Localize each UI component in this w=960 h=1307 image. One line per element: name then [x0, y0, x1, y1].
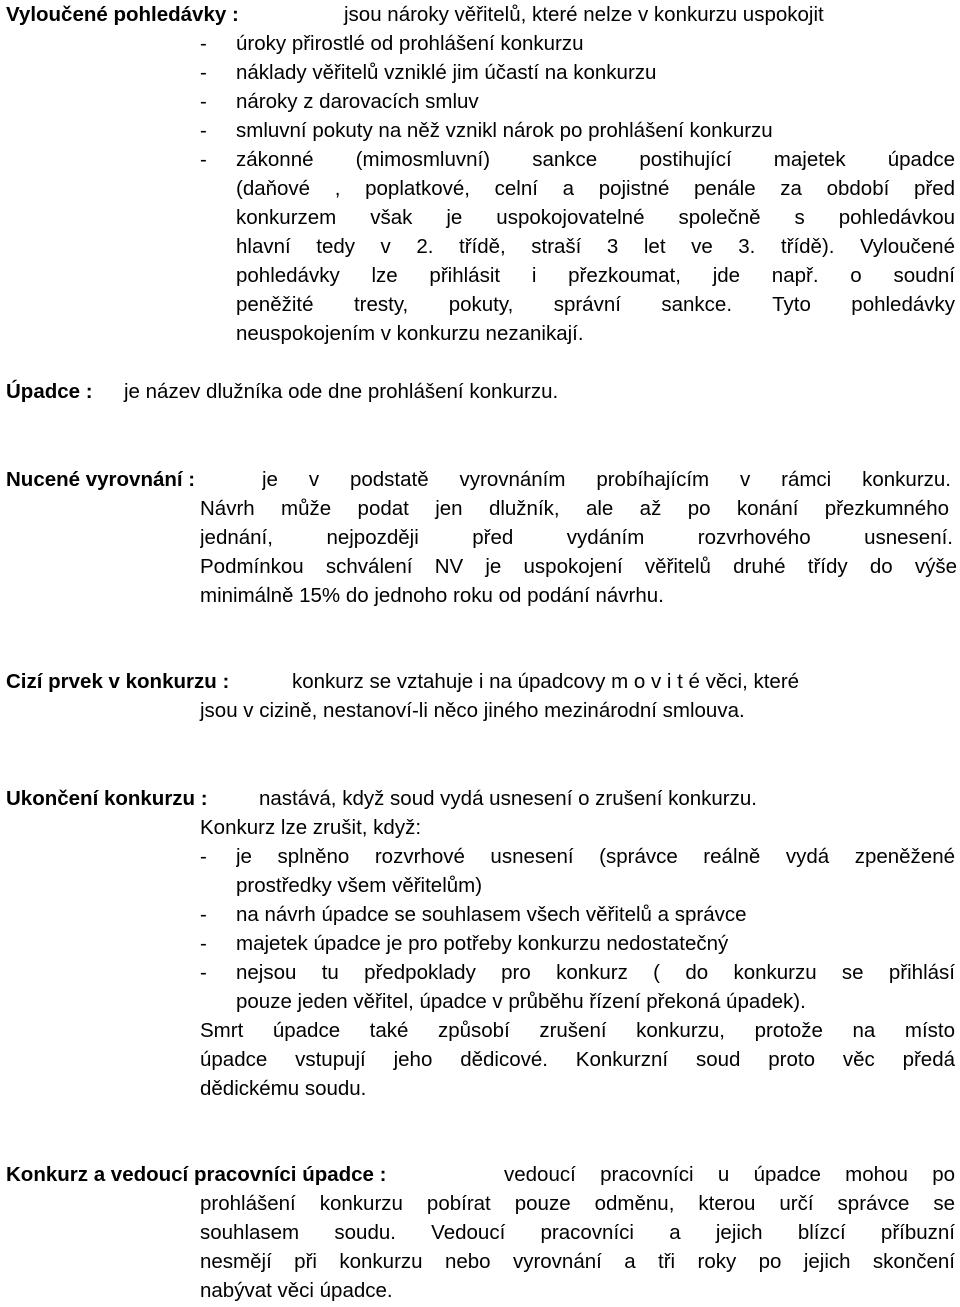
list-intro: Konkurz lze zrušit, když: — [200, 816, 422, 839]
definition-line: souhlasem soudu. Vedoucí pracovníci a jejich blízcí příbuzní — [200, 1221, 955, 1244]
list-item-text: úroky přirostlé od prohlášení konkurzu — [236, 32, 584, 55]
list-item-text: smluvní pokuty na něž vznikl nárok po prohlášení konkurzu — [236, 119, 773, 142]
dash: - — [200, 932, 207, 955]
definition-line: prohlášení konkurzu pobírat pouze odměnu, kterou určí správce se — [200, 1192, 955, 1215]
list-item-text: na návrh úpadce se souhlasem všech věřitelů a správce — [236, 903, 747, 926]
list-item-text: zákonné (mimosmluvní) sankce postihující majetek úpadce — [236, 148, 955, 171]
definition-upadce: je název dlužníka ode dne prohlášení konkurzu. — [124, 380, 559, 403]
definition-line: minimálně 15% do jednoho roku od podání návrhu. — [200, 584, 664, 607]
list-item-text: (daňové , poplatkové, celní a pojistné penále za období před — [236, 177, 955, 200]
dash: - — [200, 61, 207, 84]
dash: - — [200, 961, 207, 984]
definition-line: Návrh může podat jen dlužník, ale až po konání přezkumného — [200, 497, 949, 520]
definition-ukonceni-konkurzu: nastává, když soud vydá usnesení o zrušení konkurzu. — [259, 787, 757, 810]
definition-line: je v podstatě vyrovnáním probíhajícím v rámci konkurzu. — [262, 468, 951, 491]
list-item-text: neuspokojením v konkurzu nezanikají. — [236, 322, 584, 345]
list-item-text: prostředky všem věřitelům) — [236, 874, 483, 897]
term-ukonceni-konkurzu: Ukončení konkurzu : — [6, 787, 208, 810]
dash: - — [200, 845, 207, 868]
list-item-text: majetek úpadce je pro potřeby konkurzu nedostatečný — [236, 932, 729, 955]
list-item-text: je splněno rozvrhové usnesení (správce reálně vydá zpeněžené — [236, 845, 955, 868]
definition-line: jsou v cizině, nestanoví-li něco jiného mezinárodní smlouva. — [200, 699, 745, 722]
list-item-text: nejsou tu předpoklady pro konkurz ( do konkurzu se přihlásí — [236, 961, 955, 984]
definition-line: konkurz se vztahuje i na úpadcovy m o v i t é věci, které — [292, 670, 800, 693]
list-item-text: konkurzem však je uspokojovatelné společně s pohledávkou — [236, 206, 955, 229]
dash: - — [200, 148, 207, 171]
closing-line: úpadce vstupují jeho dědicové. Konkurzní soud proto věc předá — [200, 1048, 955, 1071]
dash: - — [200, 903, 207, 926]
closing-line: dědickému soudu. — [200, 1077, 367, 1100]
definition-line: Podmínkou schválení NV je uspokojení věřitelů druhé třídy do výše — [200, 555, 957, 578]
list-item-text: hlavní tedy v 2. třídě, straší 3 let ve 3. třídě). Vyloučené — [236, 235, 955, 258]
dash: - — [200, 119, 207, 142]
list-item-text: pouze jeden věřitel, úpadce v průběhu řízení překoná úpadek). — [236, 990, 806, 1013]
list-item-text: nároky z darovacích smluv — [236, 90, 479, 113]
list-item-text: náklady věřitelů vzniklé jim účastí na konkurzu — [236, 61, 657, 84]
term-nucene-vyrovnani: Nucené vyrovnání : — [6, 468, 196, 491]
dash: - — [200, 32, 207, 55]
dash: - — [200, 90, 207, 113]
definition-vyloucene-pohledavky: jsou nároky věřitelů, které nelze v konkurzu uspokojit — [344, 3, 824, 26]
closing-line: Smrt úpadce také způsobí zrušení konkurzu, protože na místo — [200, 1019, 955, 1042]
term-konkurz-vedouci-pracovnici: Konkurz a vedoucí pracovníci úpadce : — [6, 1163, 387, 1186]
term-cizi-prvek: Cizí prvek v konkurzu : — [6, 670, 230, 693]
term-upadce: Úpadce : — [6, 380, 93, 403]
definition-line: jednání, nejpozději před vydáním rozvrhového usnesení. — [200, 526, 953, 549]
definition-line: nabývat věci úpadce. — [200, 1279, 393, 1302]
definition-line: vedoucí pracovníci u úpadce mohou po — [504, 1163, 955, 1186]
term-vyloucene-pohledavky: Vyloučené pohledávky : — [6, 3, 239, 26]
definition-line: nesmějí při konkurzu nebo vyrovnání a tři roky po jejich skončení — [200, 1250, 955, 1273]
list-item-text: pohledávky lze přihlásit i přezkoumat, jde např. o soudní — [236, 264, 955, 287]
list-item-text: peněžité tresty, pokuty, správní sankce. Tyto pohledávky — [236, 293, 955, 316]
